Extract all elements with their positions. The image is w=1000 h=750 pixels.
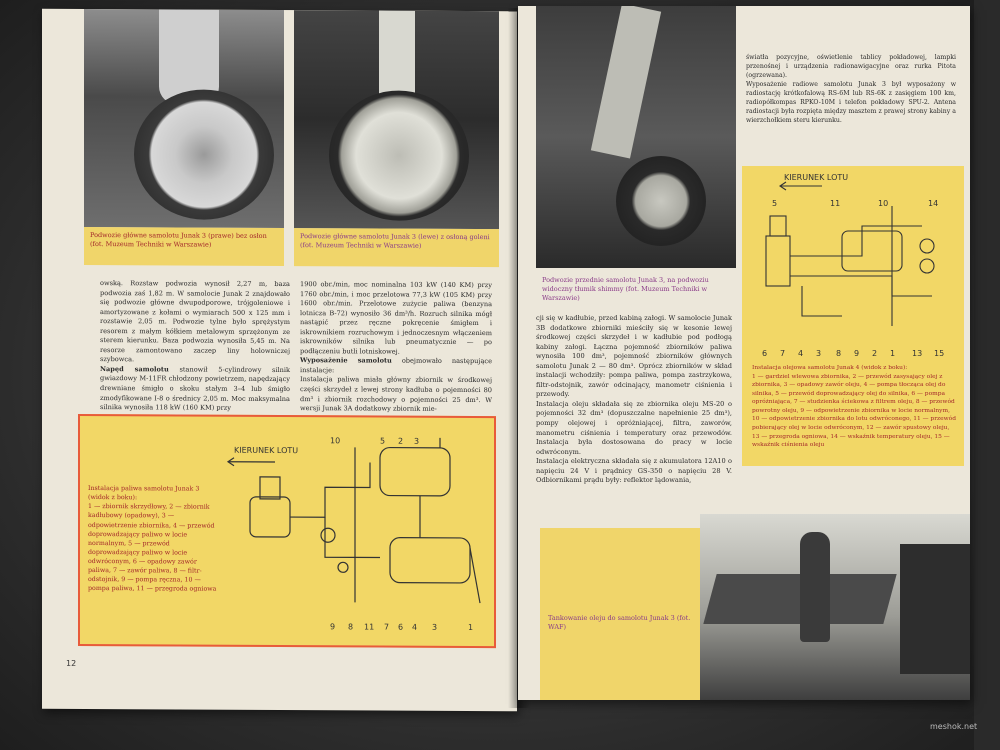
fuselage-tank-shape [380,448,450,496]
paragraph: stanowił 5-cylindrowy silnik gwiazdowy M-11FR chłodzony powietrzem, napędzający drewniane śmigło o skoku stałym 3–4 lub śmigło zmodyfikowane I-8 o średnicy 2,05 m. Moc maksymalna silnika wynosiła 118 kW (160 KM) przy [100,365,290,412]
callout-number: 15 [934,349,945,358]
callout-number: 14 [928,199,939,208]
callout-number: 8 [348,622,354,632]
wing-tank-shape [390,538,470,583]
vent-line [470,548,480,603]
callout-number: 7 [780,349,786,358]
nose-landing-gear-photo [536,6,736,268]
paragraph: owską. Rozstaw podwozia wynosił 2,27 m, baza podwozia zaś 1,82 m. W samolocie Junak 2 znajdowało się podwozie główne dwupodporowe, trójgoleniowe i amortyzowane z kołami o wymiarach 500 x 125 mm i rozstawie 2,05 m. Podwozie tylne było sprężystym resorem z małym kółkiem metalowym sprzężonym ze sterem kierunku. Baza podwozia wynosiła 5,45 m. Na resorze zamontowano zaczep liny holowniczej szybowca. [100,279,290,364]
callout-number: 9 [330,622,336,632]
valve-shape [338,562,348,572]
paragraph: cji się w kadłubie, przed kabiną załogi. W samolocie Junak 3B dodatkowe zbiorniki mieściły się w kesonie lewej środkowej części skrzydeł i w kadłubie pod podłogą kabiny załogi. Łączna pojemność zbiorników paliwa wynosiła 100 dm³, pojemność zbiorników głównych samolotu Junak 2 — 80 dm³. Oprócz zbiorników w skład instalacji wchodziły: pompa paliwa, pompa zastrzykowa, filtr-odstojnik, zawór odcinający, manometr ciśnienia i przewody. [536,314,732,399]
photo2-caption: Podwozie główne samolotu Junak 3 (lewe) z osłoną goleni (fot. Muzeum Techniki w Warszawie) [294,228,499,267]
fuel-line [325,517,380,557]
callout-number: 7 [384,622,390,632]
main-landing-gear-photo-left [294,10,499,229]
paragraph: Instalacja elektryczna składała się z akumulatora 12A10 o napięciu 24 V i prądnicy GS-350 o napięciu 28 V. Odbiornikami prądu były: reflektor lądowania, [536,457,732,485]
gauge-shape [920,239,934,253]
legend-title: Instalacja olejowa samolotu Junak 4 (widok z boku): [752,365,908,371]
oil-diagram-legend [752,364,958,450]
section-heading: Wyposażenie samolotu [300,356,392,365]
oil-line [802,286,842,316]
main-landing-gear-photo-right [84,9,284,228]
left-page [42,9,517,711]
callout-number: 8 [836,349,842,358]
section-heading: Napęd samolotu [100,364,169,374]
refueling-photo [700,514,970,700]
callout-number: 2 [872,349,878,358]
oil-system-diagram [742,166,964,366]
callout-number: 10 [330,436,341,446]
wheel-shape [616,156,706,246]
vehicle-shape [900,544,970,674]
text-column-2 [300,280,492,415]
callout-number: 11 [364,622,375,632]
callout-number: 3 [414,436,420,446]
legend-text: 1 — gardziel wlewowa zbiornika, 2 — przewód zasysający olej z zbiornika, 3 — opadowy zawór oleju, 4 — pompa tłocząca olej do silnika, 5 — przewód doprowadzający olej do silnika, 6 — pompa opróżniająca, 7 — studzienka ściekowa z filtrem oleju, 8 — przewód powrotny oleju, 9 — odpowietrzenie zbiornika w locie normalnym, 10 — odpowietrzenie zbiornika do lotu odwróconego, 11 — przewód pobierający olej w locie odwróconym, 12 — zawór spustowy oleju, 13 — przegroda ogniowa, 14 — wskaźnik temperatury oleju, 15 — wskaźnik ciśnienia oleju [752,373,956,449]
callout-number: 13 [912,349,923,358]
direction-label: KIERUNEK LOTU [784,173,849,182]
nose-gear-photo-caption: Podwozie przednie samolotu Junak 3, na podwoziu widoczny tłumik shimmy (fot. Muzeum Techniki w Warszawie) [542,276,709,302]
oil-tank-shape [842,231,902,271]
fuel-line [290,462,370,517]
callout-number: 9 [854,349,860,358]
right-page [518,6,970,700]
person-shape [800,532,830,642]
callout-number: 6 [762,349,768,358]
callout-number: 11 [830,199,841,208]
callout-number: 1 [890,349,896,358]
page-number: 12 [66,658,77,668]
table-edge [974,0,1000,750]
paragraph: Instalacja oleju składała się ze zbiornika oleju MS-20 o pojemności 32 dm³ (dopuszczalne napełnienie 25 dm³), pompy olejowej i opróżniającej, filtra, zaworów, manometru ciśnienia i temperatury oraz przewodów. Instalacja była dostosowana do pracy w locie odwróconym. [536,399,732,456]
callout-number: 5 [380,436,386,446]
pump-shape [321,528,335,542]
callout-number: 5 [772,199,778,208]
watermark: meshok.net [930,722,978,731]
gauge-shape [920,259,934,273]
strut-shape [591,6,661,159]
paragraph: światła pozycyjne, oświetlenie tablicy pokładowej, lampki przenośnej i urządzenia radionawigacyjne oraz rurka Pitota (ogrzewana). [746,54,956,79]
callout-number: 3 [816,349,822,358]
engine-top-shape [260,477,280,499]
callout-number: 6 [398,622,404,632]
callout-number: 2 [398,436,404,446]
right-text-column [536,314,732,486]
paragraph: Instalacja paliwa miała główny zbiornik w środkowej części skrzydeł z lewej strony kadłuba o pojemności 80 dm³ i zbiornik rozchodowy o pojemności 25 dm³. W wersji Junak 3A dodatkowy zbiornik mie- [300,375,492,413]
text-column-1 [100,279,290,414]
engine-top-shape [770,216,786,236]
legend-text: 1 — zbiornik skrzydłowy, 2 — zbiornik kadłubowy (opadowy), 3 — odpowietrzenie zbiornika, 4 — przewód doprowadzający paliwo w locie normalnym, 5 — przewód doprowadzający paliwo w locie odwróconym, 6 — opadowy zawór paliwa, 7 — zawór paliwa, 8 — filtr-odstojnik, 9 — pompa ręczna, 10 — pompa paliwa, 11 — przegroda ogniowa [88,503,217,594]
paragraph: obejmowało następujące instalacje: [300,357,492,375]
callout-number: 1 [468,622,474,633]
oil-system-diagram-panel [742,166,964,466]
wheel-shape [329,90,469,221]
photo1-caption: Podwozie główne samolotu Junak 3 (prawe) bez osłon (fot. Muzeum Techniki w Warszawie) [84,227,284,266]
wheel-shape [134,89,274,220]
paragraph: Wyposażenie radiowe samolotu Junak 3 był wyposażony w radiostację krótkofalową RS-6M lub RS-6K z zasięgiem 100 km, radiopółkompas RPKO-10M i telefon pokładowy SPU-2. Antena radiostacji była rozpięta między masztem z prawej strony kabiny a wierzchołkiem steru kierunku. [746,80,956,124]
callout-number: 10 [878,199,889,208]
engine-shape [766,236,790,286]
callout-number: 4 [798,349,804,358]
oil-line [790,276,932,296]
fuel-diagram-legend [88,484,220,594]
paragraph: 1900 obr./min, moc nominalna 103 kW (140 KM) przy 1760 obr./min, i moc przelotowa 77,3 kW (105 KM) przy 1600 obr./min. Przelotowe zużycie paliwa (benzyna lotnicza B-72) wynosiło 36 dm³/h. Rozruch silnika mógł nastąpić przez ręczne pokręcenie śmigłem i iskrownikiem rozruchowym i jednoczesnym włączeniem iskrowników silnika lub pneumatycznie — po podłączeniu butli lotniskowej. [300,280,492,356]
fuel-system-diagram-panel [78,414,496,648]
callout-number: 4 [412,622,418,632]
refueling-photo-caption: Tankowanie oleju do samolotu Junak 3 (fot. WAF) [540,528,700,700]
engine-shape [250,497,290,537]
direction-label: KIERUNEK LOTU [234,445,299,456]
top-right-text [746,54,956,126]
callout-number: 3 [432,622,438,632]
legend-title: Instalacja paliwa samolotu Junak 3 (widok z boku): [88,484,200,502]
